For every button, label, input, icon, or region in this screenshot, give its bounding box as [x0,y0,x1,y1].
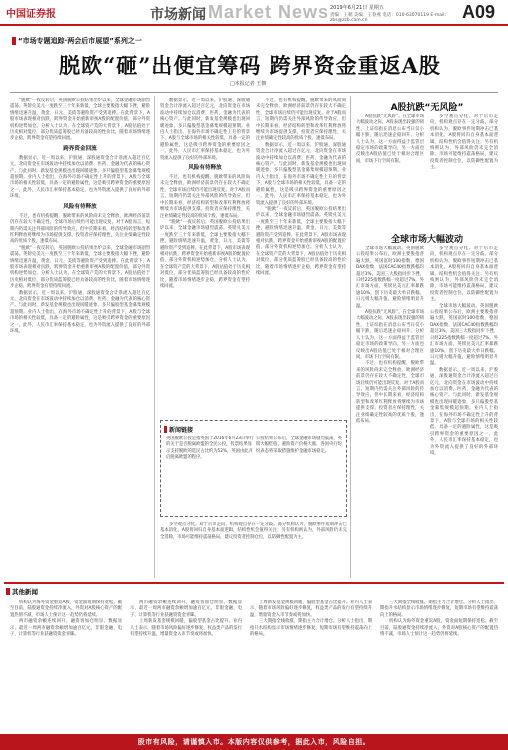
article-paragraph: 多空观点分化。对于后市走向，机构观点存在一定分歧。部分机构认为，脱欧事件短期冲击已基本消化，A股将回归自身基本面逻辑，结构性机会值得关注；另有机构则认为，外部风险仍未完全消除，市场可能维持震荡格局，建议投资者控制仓位，以防御性配置为主。 [430,246,498,303]
article-column-1 [10,98,150,578]
article-column-4 [356,114,424,226]
column-divider [350,96,351,578]
article-subhead: 跨界资金回流 [63,145,97,152]
article-paragraph: 多空观点分化。对于后市走向，机构观点存在一定分歧。部分机构认为，脱欧事件短期冲击已基本消化，A股将回归自身基本面逻辑，结构性机会值得关注；另有机构则认为，外部风险仍未完全消除，市场可能维持震荡格局，建议投资者控制仓位，以防御性配置为主。 [160,522,347,540]
article-column-7 [430,246,498,574]
market-paragraph: 机构认为海外资金重返A股，资金面短期保持宽松。截至目前，陆股通资金持续净流入，外资对A股核心资产的配置热情不减，市场人士预计这一趋势仍将延续。 [380,619,498,638]
article-paragraph: 数据显示，近一周以来，沪股通、深股通资金合计净流入超过百亿元，北向资金在市场波动中持续加仓以消费、医药、金融为代表的核心资产。与此同时，新发基金规模也出现回暖迹象，多只偏股型基金募集规模超预期。业内人士指出，在海外市场不确定性上升的背景下，A股与全球市场的相关性较低，具备一定的避险属性，这是吸引跨界资金的重要原因之一。此外，人民币汇率保持基本稳定，也为外资流入提供了良好的外部环境。 [256,142,346,206]
market-column-1 [10,600,122,730]
market-marker [6,588,10,595]
box-text-left: 英国脱欧公投是指英国于2016年6月23日举行的关于是否脱离欧盟的全民公投，投票结果显示支持脱欧的选民占比约为52%，英国由此开启脱离欧盟的程序。 [166,436,254,461]
article-paragraph: “脱欧”一夜反转后，英国脱欧公投结果出炉以来，全球金融市场剧烈震荡。英镑兑美元一度跌至三十年来新低，全球主要股指大幅下挫，避险情绪迅速升温，黄金、日元、美债等避险资产受到追捧。在此背景下，A股市场表现相对抗跌，跨界资金开始重新审视A股的配置价值，部分外资机构逆势加仓。分析人士认为，在全球资产荒的大背景下，A股估值处于历史相对低位，部分优质蓝筹股已经具备较高的性价比，随着市场情绪逐步企稳，跨界资金有望持续回流。 [10,245,150,290]
article-paragraph: “脱欧”一夜反转后，英国脱欧公投结果出炉以来，全球金融市场剧烈震荡。英镑兑美元一度跌至三十年来新低，全球主要股指大幅下挫，避险情绪迅速升温，黄金、日元、美债等避险资产受到追捧。在此背景下，A股市场表现相对抗跌，跨界资金开始重新审视A股的配置价值，部分外资机构逆势加仓。分析人士认为，在全球资产荒的大背景下，A股估值处于历史相对低位，部分优质蓝筹股已经具备较高的性价比，随着市场情绪逐步企稳，跨界资金有望持续回流。 [10,98,150,142]
market-section-label: 其他新闻 [12,588,38,596]
feature-headline: 脱欧“砸”出便宜筹码 跨界资金重返A股 [59,53,441,78]
news-link-box [160,420,347,517]
issue-date: 2019年6月21日 星期五 [330,5,384,11]
market-column-3 [250,600,372,730]
market-paragraph: 三大期指全线收涨，期指主力合计增仓。分析人士指出，期指升水结构显示市场情绪逐步修复，短期市场有望维持震荡向上的格局。 [380,600,498,618]
article-paragraph: 不过，也有机构提醒，脱欧带来的风险尚未完全释放，欧洲经济前景仍存在较大不确定性，全球市场后续仍可能出现反复。对于A股而言，短期内仍需关注外部风险的传导效应，但中长期来看，经济结构转型和改革红利释放将继续为市场提供支撑。投资者应保持理性，关注业绩确定性较高的优质个股，逢低布局。 [10,213,150,245]
page-number: A09 [462,2,496,22]
article-column-5 [430,114,498,226]
market-paragraph: 两市融资余额连续回升，融资客加仓明显。数据显示，最近一周两市融资余额增加逾百亿元，非银金融、电子、计算机等行业获融资资金青睐。 [130,600,242,618]
article-paragraph: 数据显示，近一周以来，沪股通、深股通资金合计净流入超过百亿元，北向资金在市场波动中持续加仓以消费、医药、金融为代表的核心资产。与此同时，新发基金规模也出现回暖迹象，多只偏股型基金募集规模超预期。业内人士指出，在海外市场不确定性上升的背景下，A股与全球市场的相关性较低，具备一定的避险属性，这是吸引跨界资金的重要原因之一。此外，人民币汇率保持基本稳定，也为外资流入提供了良好的外部环境。 [160,98,250,161]
article-paragraph: “脱欧”一夜反转后，英国脱欧公投结果出炉以来，全球金融市场剧烈震荡。英镑兑美元一度跌至三十年来新低，全球主要股指大幅下挫，避险情绪迅速升温，黄金、日元、美债等避险资产受到追捧。在此背景下，A股市场表现相对抗跌，跨界资金开始重新审视A股的配置价值，部分外资机构逆势加仓。分析人士认为，在全球资产荒的大背景下，A股估值处于历史相对低位，部分优质蓝筹股已经具备较高的性价比，随着市场情绪逐步企稳，跨界资金有望持续回流。 [256,206,346,276]
article-subhead: 风险有待释放 [63,203,97,210]
article-subhead: 风险有待释放 [188,165,222,172]
article-paragraph: 不过，也有机构提醒，脱欧带来的风险尚未完全释放，欧洲经济前景仍存在较大不确定性，全球市场后续仍可能出现反复。对于A股而言，短期内仍需关注外部风险的传导效应，但中长期来看，经济结构转型和改革红利释放将继续为市场提供支撑。投资者应保持理性，关注业绩确定性较高的优质个股，逢低布局。 [160,175,250,219]
article-paragraph: 数据显示，近一周以来，沪股通、深股通资金合计净流入超过百亿元，北向资金在市场波动中持续加仓以消费、医药、金融为代表的核心资产。与此同时，新发基金规模也出现回暖迹象，多只偏股型基金募集规模超预期。业内人士指出，在海外市场不确定性上升的背景下，A股与全球市场的相关性较低，具备一定的避险属性，这是吸引跨界资金的重要原因之一。此外，人民币汇率保持基本稳定，也为外资流入提供了良好的外部环境。 [430,367,498,456]
market-column-2 [130,600,242,730]
section-title: 市场新闻 [150,7,206,23]
section-subhead: A股抗跌“无风险” [390,103,464,113]
article-column-8 [160,522,347,576]
market-paragraph: 上周新发基金规模回暖，偏股型基金占比提升。业内人士表示，随着市场风险偏好逐步修复，权益类产品的发行有望持续升温，增量资金入市节奏或将加快。 [250,600,372,618]
market-column-4 [380,600,498,730]
box-title: 新闻链接 [169,427,194,434]
article-paragraph: 多空观点分化。对于后市走向，机构观点存在一定分歧。部分机构认为，脱欧事件短期冲击已基本消化，A股将回归自身基本面逻辑，结构性机会值得关注；另有机构则认为，外部风险仍未完全消除，市场可能维持震荡格局，建议投资者控制仓位，以防御性配置为主。 [430,114,498,171]
article-column-2 [160,98,250,416]
newspaper-logo: 中国证券报 [6,9,56,20]
column-divider [154,96,155,578]
feature-byline: □本报记者 王朝 [230,81,267,87]
market-paragraph: 机构认为海外资金重返A股，资金面短期保持宽松。截至目前，陆股通资金持续净流入，外资对A股核心资产的配置热情不减，市场人士预计这一趋势仍将延续。 [10,600,122,618]
market-paragraph: 上周新发基金规模回暖，偏股型基金占比提升。业内人士表示，随着市场风险偏好逐步修复，权益类产品的发行有望持续升温，增量资金入市节奏或将加快。 [130,619,242,638]
market-paragraph: 三大期指全线收涨，期指主力合计增仓。分析人士指出，期指升水结构显示市场情绪逐步修复，短期市场有望维持震荡向上的格局。 [250,619,372,638]
box-text-right: 公投结果公布后，全球金融市场剧烈震荡，英镑大幅贬值，避险资产价格大涨，各国央行纷纷表态将采取措施维护金融市场稳定。 [256,436,342,454]
article-column-6 [356,246,424,574]
section-subhead: 全球市场大幅波动 [390,235,463,245]
feature-kicker: “市场专题追踪·两会后市展望”系列之一 [18,37,142,45]
article-paragraph: 全球市场大幅波动。英国脱欧公投结果公布后，欧洲主要股指普遍大跌，英国富时100指数、德国DAX指数、法国CAC40指数跌幅均超过3%，美国三大股指同步下挫，日经225指数跌幅一度超过7%。外汇市场方面，英镑兑美元汇率暴跌逾10%，创下历史最大单日跌幅，日元则大幅升值，避险情绪明显升温。 [356,246,424,309]
risk-warning-footer [0,734,508,750]
article-paragraph: A股抗跌“无风险”。在全球市场大幅波动之际，A股表现出较强的韧性，上证综指在消息公布当日仅小幅下跌，随后迅速企稳回升。分析人士认为，这一方面得益于监管层稳定市场的政策导向，另一方面也反映出A股估值已处于相对合理区间，市场下行空间有限。 [356,114,424,164]
article-paragraph: “脱欧”一夜反转后，英国脱欧公投结果出炉以来，全球金融市场剧烈震荡。英镑兑美元一度跌至三十年来新低，全球主要股指大幅下挫，避险情绪迅速升温，黄金、日元、美债等避险资产受到追捧。在此背景下，A股市场表现相对抗跌，跨界资金开始重新审视A股的配置价值，部分外资机构逆势加仓。分析人士认为，在全球资产荒的大背景下，A股估值处于历史相对低位，部分优质蓝筹股已经具备较高的性价比，随着市场情绪逐步企稳，跨界资金有望持续回流。 [160,219,250,289]
headline-divider [10,92,498,93]
market-paragraph: 两市融资余额连续回升，融资客加仓明显。数据显示，最近一周两市融资余额增加逾百亿元，非银金融、电子、计算机等行业获融资资金青睐。 [10,619,122,638]
article-paragraph: A股抗跌“无风险”。在全球市场大幅波动之际，A股表现出较强的韧性，上证综指在消息公布当日仅小幅下跌，随后迅速企稳回升。分析人士认为，这一方面得益于监管层稳定市场的政策导向，另一方面也反映出A股估值已处于相对合理区间，市场下行空间有限。 [356,310,424,360]
page-header [0,0,508,26]
article-paragraph: 全球市场大幅波动。英国脱欧公投结果公布后，欧洲主要股指普遍大跌，英国富时100指数、德国DAX指数、法国CAC40指数跌幅均超过3%，美国三大股指同步下挫，日经225指数跌幅一度超过7%。外汇市场方面，英镑兑美元汇率暴跌逾10%，创下历史最大单日跌幅，日元则大幅升值，避险情绪明显升温。 [430,303,498,367]
market-divider [4,582,504,584]
editor-info: 责编：王朝 美编：王春燕 电话：010-63070119 E-mail: zbs@zzb.com.cn [330,13,447,23]
section-title-english: Market News [208,2,330,22]
article-paragraph: 数据显示，近一周以来，沪股通、深股通资金合计净流入超过百亿元，北向资金在市场波动中持续加仓以消费、医药、金融为代表的核心资产。与此同时，新发基金规模也出现回暖迹象，多只偏股型基金募集规模超预期。业内人士指出，在海外市场不确定性上升的背景下，A股与全球市场的相关性较低，具备一定的避险属性，这是吸引跨界资金的重要原因之一。此外，人民币汇率保持基本稳定，也为外资流入提供了良好的外部环境。 [10,290,150,334]
article-paragraph: 数据显示，近一周以来，沪股通、深股通资金合计净流入超过百亿元，北向资金在市场波动中持续加仓以消费、医药、金融为代表的核心资产。与此同时，新发基金规模也出现回暖迹象，多只偏股型基金募集规模超预期。业内人士指出，在海外市场不确定性上升的背景下，A股与全球市场的相关性较低，具备一定的避险属性，这是吸引跨界资金的重要原因之一。此外，人民币汇率保持基本稳定，也为外资流入提供了良好的外部环境。 [10,155,150,200]
article-column-3 [256,98,346,416]
box-marker [164,426,167,433]
article-paragraph: 不过，也有机构提醒，脱欧带来的风险尚未完全释放，欧洲经济前景仍存在较大不确定性，全球市场后续仍可能出现反复。对于A股而言，短期内仍需关注外部风险的传导效应，但中长期来看，经济结构转型和改革红利释放将继续为市场提供支撑。投资者应保持理性，关注业绩确定性较高的优质个股，逢低布局。 [256,98,346,142]
risk-warning-text: 股市有风险，请谨慎入市。本版内容仅供参考，据此入市，风险自担。 [137,738,371,746]
article-paragraph: 不过，也有机构提醒，脱欧带来的风险尚未完全释放，欧洲经济前景仍存在较大不确定性，全球市场后续仍可能出现反复。对于A股而言，短期内仍需关注外部风险的传导效应，但中长期来看，经济结构转型和改革红利释放将继续为市场提供支撑。投资者应保持理性，关注业绩确定性较高的优质个股，逢低布局。 [356,361,424,424]
kicker-marker [12,37,16,45]
